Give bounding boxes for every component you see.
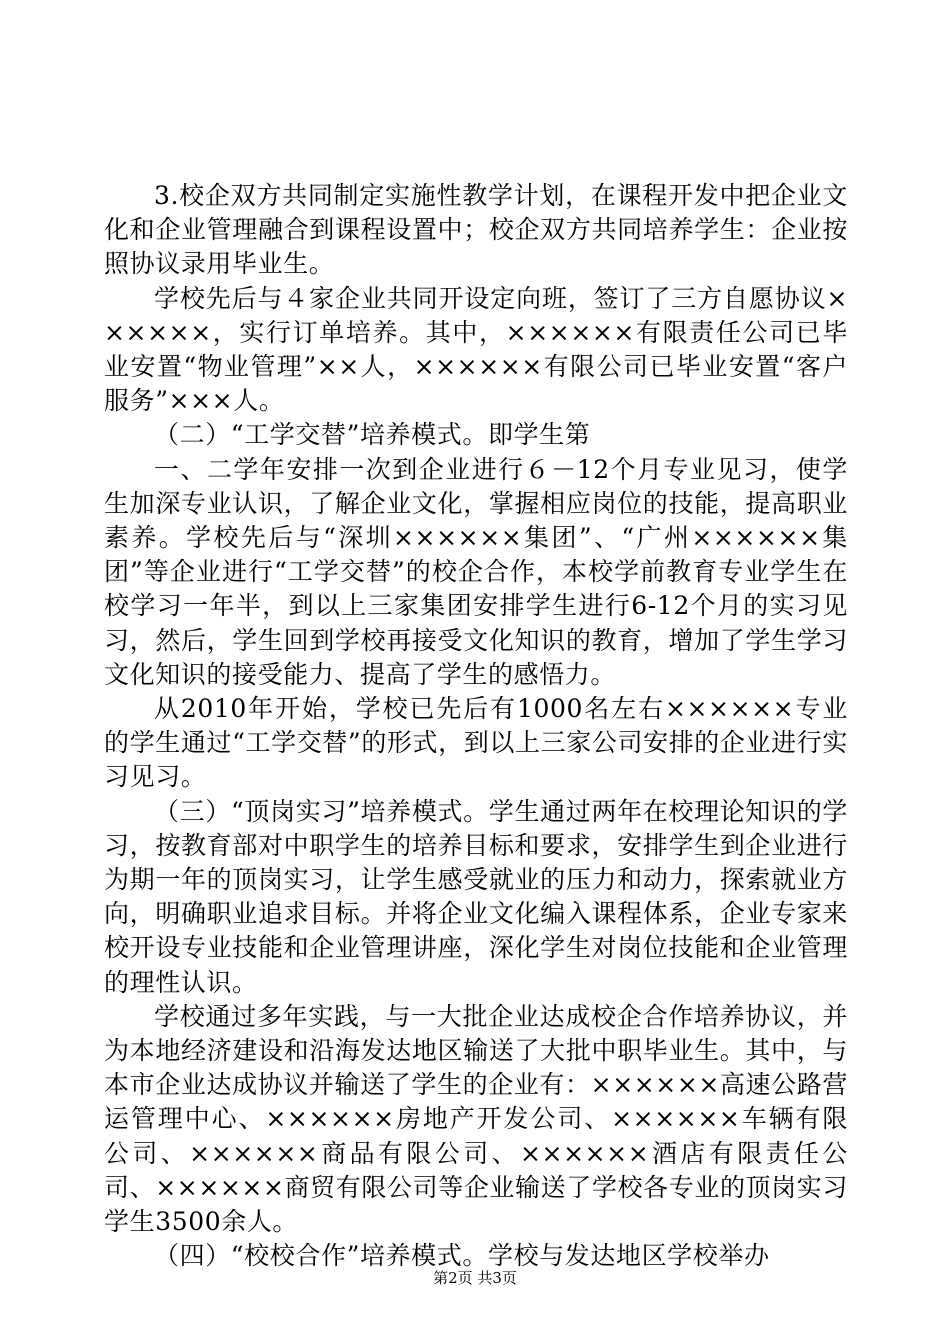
paragraph-heading-work-study: （二）“工学交替”培养模式。即学生第 [154, 420, 591, 450]
paragraph-work-study-detail: 一、二学年安排一次到企业进行６－12个月专业见习，使学生加深专业认识，了解企业文化，掌握相应岗位的技能，提高职业素养。学校先后与“深圳××××××集团”、“广州××××××集团”等企业进行“工学交替”的校企合作，本校学前教育专业学生在校学习一年半，到以上三家集团安排学生进行6-12个月的实习见习，然后，学生回到学校再接受文化知识的教育，增加了学生学习文化知识的接受能力、提高了学生的感悟力。 [104, 454, 848, 689]
paragraph-internship-mode: （三）“顶岗实习”培养模式。学生通过两年在校理论知识的学习，按教育部对中职学生的培养目标和要求，安排学生到企业进行为期一年的顶岗实习，让学生感受就业的压力和动力，探索就业方向，明确职业追求目标。并将企业文化编入课程体系，企业专家来校开设专业技能和企业管理讲座，深化学生对岗位技能和企业管理的理性认识。 [104, 796, 848, 997]
document-body [104, 179, 848, 1274]
paragraph-school-school-cooperation: （四）“校校合作”培养模式。学校与发达地区学校举办 [154, 1241, 770, 1271]
page-footer: 第2页 共3页 [433, 1269, 517, 1287]
paragraph-school-enterprise-plan: 3.校企双方共同制定实施性教学计划，在课程开发中把企业文化和企业管理融合到课程设置中；校企双方共同培养学生：企业按照协议录用毕业生。 [104, 181, 848, 279]
paragraph-cooperation-results: 学校通过多年实践，与一大批企业达成校企合作培养协议，并为本地经济建设和沿海发达地区输送了大批中职毕业生。其中，与本市企业达成协议并输送了学生的企业有：××××××高速公路营运管理中心、××××××房地产开发公司、××××××车辆有限公司、××××××商品有限公司、××××××酒店有限责任公司、××××××商贸有限公司等企业输送了学校各专业的顶岗实习学生3500余人。 [104, 1001, 848, 1237]
paragraph-since-2010: 从2010年开始，学校已先后有1000名左右××××××专业的学生通过“工学交替”的形式，到以上三家公司安排的企业进行实习见习。 [104, 694, 848, 792]
paragraph-order-training: 学校先后与４家企业共同开设定向班，签订了三方自愿协议××××××，实行订单培养。其中，××××××有限责任公司已毕业安置“物业管理”××人，××××××有限公司已毕业安置“客户服务”×××人。 [104, 283, 848, 416]
